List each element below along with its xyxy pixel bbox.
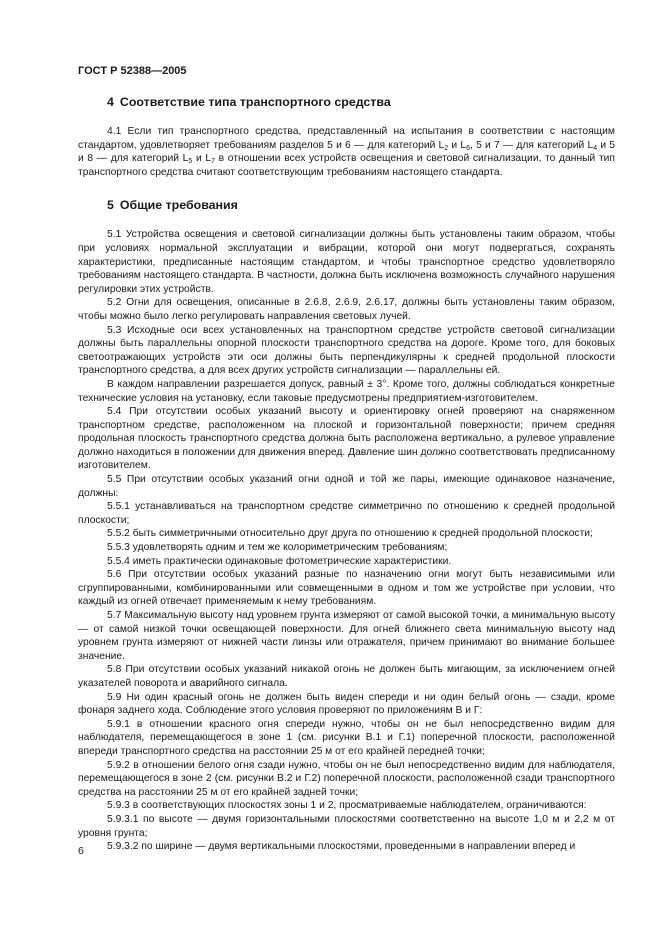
page-number: 6 xyxy=(78,845,84,857)
paragraph: 5.7 Максимальную высоту над уровнем грунта измеряют от самой высокой точки, а минимальную высоту — от самой низкой точки освещающей поверхности. Для огней ближнего света минимальную высоту над уровнем грунта измеряют от нижней части линзы или отражателя, причем принимают во внимание большее значение. xyxy=(78,610,615,662)
paragraph: 5.5 При отсутствии особых указаний огни одной и той же пары, имеющие одинаковое назначение, должны: xyxy=(78,474,615,499)
section-heading-4 xyxy=(78,94,615,110)
paragraph: 5.8 При отсутствии особых указаний никакой огонь не должен быть мигающим, за исключением огней указателей поворота и аварийного сигнала. xyxy=(78,664,615,689)
paragraph: 5.6 При отсутствии особых указаний разные по назначению огни могут быть независимыми или сгруппированными, комбинированными или совмещенными в одном и том же устройстве при условии, что каждый из огней отвечает применяемым к нему требованиям. xyxy=(78,569,615,608)
section-number: 5 xyxy=(107,198,114,213)
section-title: Соответствие типа транспортного средства xyxy=(119,95,391,109)
section-5-paragraphs xyxy=(78,228,615,853)
paragraph: 5.2 Огни для освещения, описанные в 2.6.8, 2.6.9, 2.6.17, должны быть установлены таким образом, чтобы можно было легко регулировать направления световых лучей. xyxy=(78,297,615,322)
paragraph: 5.1 Устройства освещения и световой сигнализации должны быть установлены таким образом, чтобы при условиях нормальной эксплуатации и вибрации, которой они могут подвергаться, сохранять характеристики, предписанные настоящим стандартом, и чтобы транспортное средство удовлетворяло требованиям настоящего стандарта. В частности, должна быть исключена возможность случайного нарушения регулировки этих устройств. xyxy=(78,229,615,295)
document-id: ГОСТ Р 52388—2005 xyxy=(78,65,187,77)
paragraph: 5.9.2 в отношении белого огня сзади нужно, чтобы он не был непосредственно видим для наблюдателя, перемещающегося в зоне 2 (см. рисунки В.2 и Г.2) поперечной плоскости, расположенной сзади транспортного средства на расстоянии 25 м от его крайней задней точки; xyxy=(78,759,615,798)
paragraph: 5.9.3.2 по ширине — двумя вертикальными плоскостями, проведенными в направлении вперед и xyxy=(107,841,576,853)
paragraph: 5.9.3.1 по высоте — двумя горизонтальными плоскостями соответственно на высоте 1,0 м и 2,2 м от уровня грунта; xyxy=(78,813,615,839)
paragraph: В каждом направлении разрешается допуск, равный ± 3°. Кроме того, должны соблюдаться конкретные технические условия на установку, если таковые предусмотрены предприятием-изготовителем. xyxy=(78,378,615,404)
section-title: Общие требования xyxy=(119,198,238,213)
paragraph: 5.5.3 удовлетворять одним и тем же колориметрическим требованиям; xyxy=(107,542,448,554)
section-heading-5 xyxy=(78,197,615,213)
paragraph: 5.3 Исходные оси всех установленных на транспортном средстве устройств световой сигнализации должны быть параллельны опорной плоскости транспортного средства на дороге. Кроме того, для боковых светоотражающих устройств эти оси должны быть перпендикулярны к средней продольной плоскости транспортного средства, а для всех других устройств сигнализации — параллельны ей. xyxy=(78,324,615,377)
paragraph: 5.9.3 в соответствующих плоскостях зоны 1 и 2, просматриваемые наблюдателем, ограничиваются: xyxy=(107,800,587,812)
section-number: 4 xyxy=(107,95,114,109)
paragraph: 5.4 При отсутствии особых указаний высоту и ориентировку огней проверяют на снаряженном транспортном средстве, расположенном на плоской и горизонтальной поверхности; причем средняя продольная плоскость транспортного средства должна быть расположена вертикально, а рулевое управление должно находиться в положении для движения вперед. Давление шин должно соответствовать предписанному изготовителем. xyxy=(78,406,615,472)
document-body xyxy=(78,94,615,854)
paragraph: 5.5.2 быть симметричными относительно друг друга по отношению к средней продольной плоскости; xyxy=(107,528,593,540)
paragraph: 5.5.1 устанавливаться на транспортном средстве симметрично по отношению к средней продольной плоскости; xyxy=(78,501,615,526)
paragraph: 5.9 Ни один красный огонь не должен быть виден спереди и ни один белый огонь — сзади, кроме фонаря заднего хода. Соблюдение этого условия проверяют по приложениям В и Г: xyxy=(78,691,615,717)
paragraph: 5.9.1 в отношении красного огня спереди нужно, чтобы он не был непосредственно видим для наблюдателя, перемещающегося в зоне 1 (см. рисунки В.1 и Г.1) поперечной плоскости, расположенной впереди транспортного средства на расстоянии 25 м от его крайней передней точки; xyxy=(78,718,615,757)
paragraph: 5.5.4 иметь практически одинаковые фотометрические характеристики. xyxy=(107,555,452,567)
paragraph-4-1: 4.1 Если тип транспортного средства, представленный на испытания в соответствии с настоящим стандартом, удовлетворяет требованиям разделов 5 и 6 — для категорий $L_2$ и $L_6$, 5 и 7 — для категорий $L_4$ и 5 и 8 — для категорий $L_5$ и $L_7$ в отношении всех устройств освещения и световой сигнализации, то данный тип транспортного средства считают соответствующим требованиям настоящего стандарта. xyxy=(78,126,616,178)
